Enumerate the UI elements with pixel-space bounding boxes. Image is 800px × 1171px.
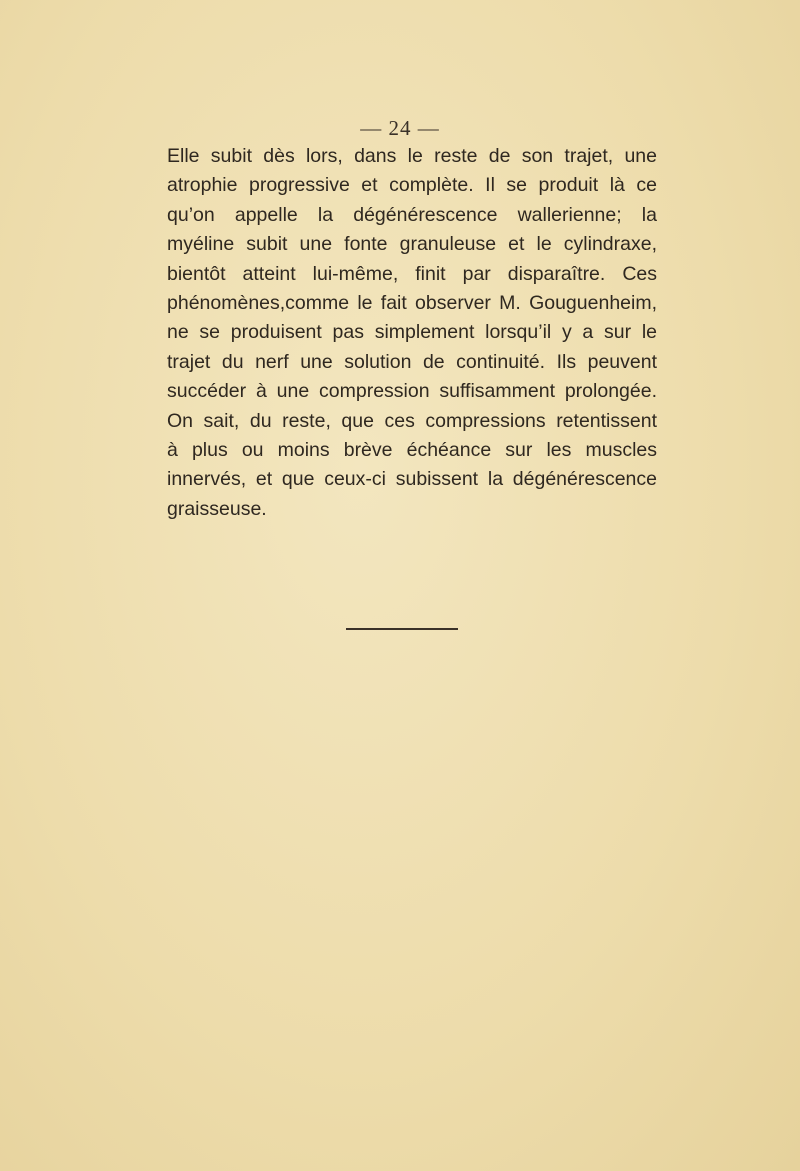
text-line: On sait, du reste, que ces compressions retentissent [167, 409, 657, 432]
text-line: atrophie progressive et complète. Il se produit là ce [167, 174, 657, 197]
text-line: qu’on appelle la dégénérescence wallerienne; la [167, 203, 657, 226]
text-line: graisseuse. [167, 497, 267, 520]
text-line: Elle subit dès lors, dans le reste de son trajet, une [167, 145, 657, 167]
text-line: phénomènes,comme le fait observer M. Gouguenheim, [167, 292, 657, 315]
text-line: myéline subit une fonte granuleuse et le cylindraxe, [167, 233, 657, 256]
page-number: — 24 — [360, 116, 440, 140]
text-line: à plus ou moins brève échéance sur les muscles [167, 439, 657, 462]
text-line: ne se produisent pas simplement lorsqu’il y a sur le [167, 321, 657, 344]
text-line: trajet du nerf une solution de continuité. Ils peuvent [167, 350, 657, 373]
text-line: bientôt atteint lui-même, finit par disparaître. Ces [167, 262, 657, 285]
body-paragraph [167, 142, 657, 524]
text-line: succéder à une compression suffisamment prolongée. [167, 380, 657, 403]
end-rule-divider [346, 628, 458, 630]
text-line: innervés, et que ceux-ci subissent la dégénérescence [167, 468, 657, 491]
